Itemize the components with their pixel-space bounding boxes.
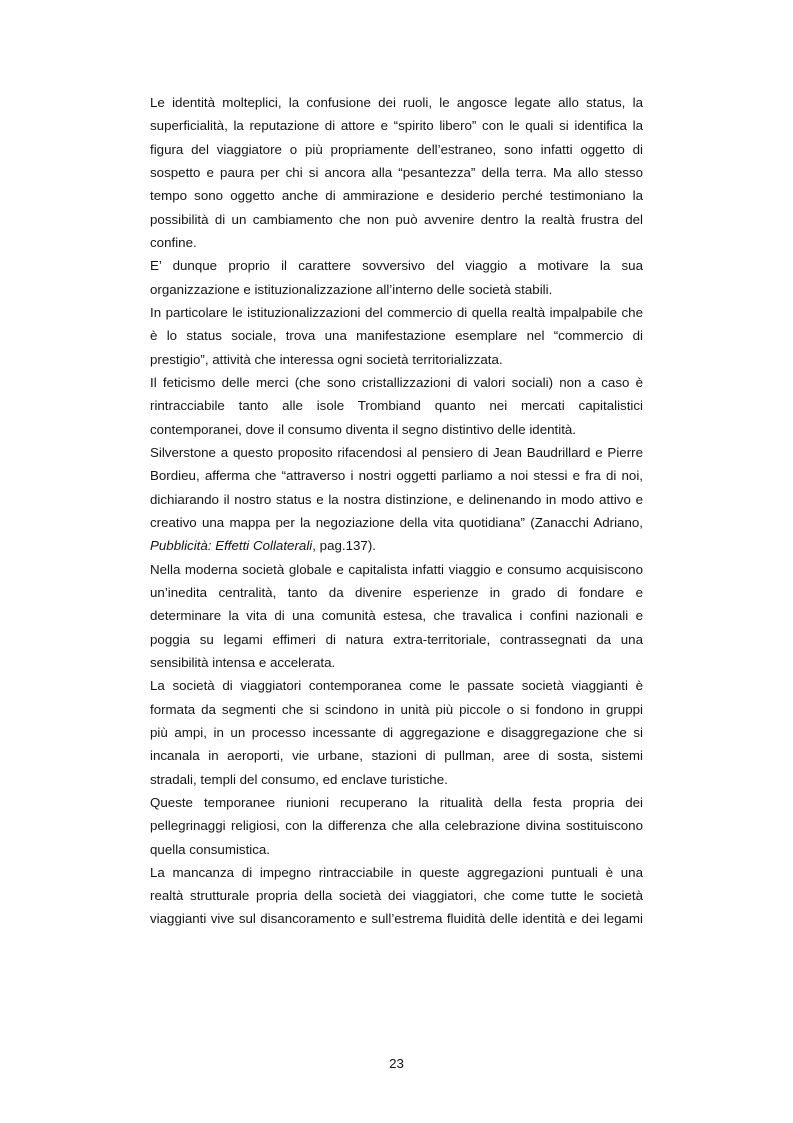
text-line: organizzazione e istituzionalizzazione all’interno delle società stabili.: [150, 281, 553, 297]
text-line: Nella moderna società globale e capitalista infatti viaggio e consumo acquisiscono: [150, 561, 643, 577]
text-line: prestigio”, attività che interessa ogni società territorializzata.: [150, 351, 503, 367]
text-line: un’inedita centralità, tanto da divenire esperienze in grado di fondare e: [150, 584, 643, 600]
text-line: quella consumistica.: [150, 841, 271, 857]
text-line: poggia su legami effimeri di natura extra-territoriale, contrassegnati da una: [150, 631, 643, 647]
text-line: superficialità, la reputazione di attore e “spirito libero” con le quali si identifica la: [150, 118, 643, 134]
text-line: Le identità molteplici, la confusione dei ruoli, le angosce legate allo status, la: [150, 95, 643, 110]
text-line: Silverstone a questo proposito rifacendosi al pensiero di Jean Baudrillard e Pierre: [150, 444, 643, 460]
body-text: [150, 91, 643, 931]
paragraph: [150, 91, 643, 254]
text-line: creativo una mappa per la negoziazione della vita quotidiana” (Zanacchi Adriano,: [150, 514, 643, 530]
text-line: [150, 534, 643, 557]
text-line: Il feticismo delle merci (che sono cristallizzazioni di valori sociali) non a caso è: [150, 374, 643, 390]
text-line: più ampi, in un processo incessante di aggregazione e disaggregazione che si: [150, 724, 643, 740]
text-line: possibilità di un cambiamento che non può avvenire dentro la realtà frustra del: [150, 211, 643, 227]
text-line: La società di viaggiatori contemporanea come le passate società viaggianti è: [150, 678, 643, 694]
text-line: viaggianti vive sul disancoramento e sull’estrema fluidità delle identità e dei legami: [150, 911, 643, 927]
text-line: Queste temporanee riunioni recuperano la ritualità della festa propria dei: [150, 794, 643, 810]
text-line: incanala in aeroporti, vie urbane, stazioni di pullman, aree di sosta, sistemi: [150, 748, 643, 764]
text-line: confine.: [150, 234, 197, 250]
text-line: sensibilità intensa e accelerata.: [150, 654, 336, 670]
text-line: formata da segmenti che si scindono in unità più piccole o si fondono in gruppi: [150, 701, 643, 717]
paragraph: [150, 254, 643, 301]
text-line: è lo status sociale, trova una manifestazione esemplare nel “commercio di: [150, 328, 643, 344]
text-line: sospetto e paura per chi si ancora alla “pesantezza” della terra. Ma allo stesso: [150, 164, 643, 180]
text-line: stradali, templi del consumo, ed enclave turistiche.: [150, 771, 448, 787]
citation-title: Pubblicità: Effetti Collaterali: [150, 538, 313, 554]
paragraph: [150, 861, 643, 931]
text-line: Bordieu, afferma che “attraverso i nostri oggetti parliamo a noi stessi e fra di noi,: [150, 468, 643, 484]
page-number: 23: [389, 1056, 404, 1071]
paragraph: [150, 301, 643, 371]
text-line: In particolare le istituzionalizzazioni del commercio di quella realtà impalpabile che: [150, 304, 643, 320]
paragraph: [150, 441, 643, 558]
paragraph: [150, 558, 643, 675]
text-line: figura del viaggiatore o più propriamente dell’estraneo, sono infatti oggetto di: [150, 141, 643, 157]
paragraph: [150, 371, 643, 441]
text-line: dichiarando il nostro status e la nostra distinzione, e delinenando in modo attivo e: [150, 491, 643, 507]
text-line: rintracciabile tanto alle isole Trombiand quanto nei mercati capitalistici: [150, 398, 643, 414]
text-line: La mancanza di impegno rintracciabile in queste aggregazioni puntuali è una: [150, 864, 643, 880]
text-line: pellegrinaggi religiosi, con la differenza che alla celebrazione divina sostituiscono: [150, 818, 643, 834]
paragraph: [150, 674, 643, 791]
text-line: tempo sono oggetto anche di ammirazione e desiderio perché testimoniano la: [150, 188, 643, 204]
text-line: E’ dunque proprio il carattere sovversivo del viaggio a motivare la sua: [150, 258, 643, 274]
text-line: determinare la vita di una comunità estesa, che travalica i confini nazionali e: [150, 608, 643, 624]
text-line: contemporanei, dove il consumo diventa il segno distintivo delle identità.: [150, 421, 577, 437]
text-segment: , pag.137).: [312, 538, 376, 554]
text-line: realtà strutturale propria della società dei viaggiatori, che come tutte le società: [150, 888, 643, 904]
paragraph: [150, 791, 643, 861]
